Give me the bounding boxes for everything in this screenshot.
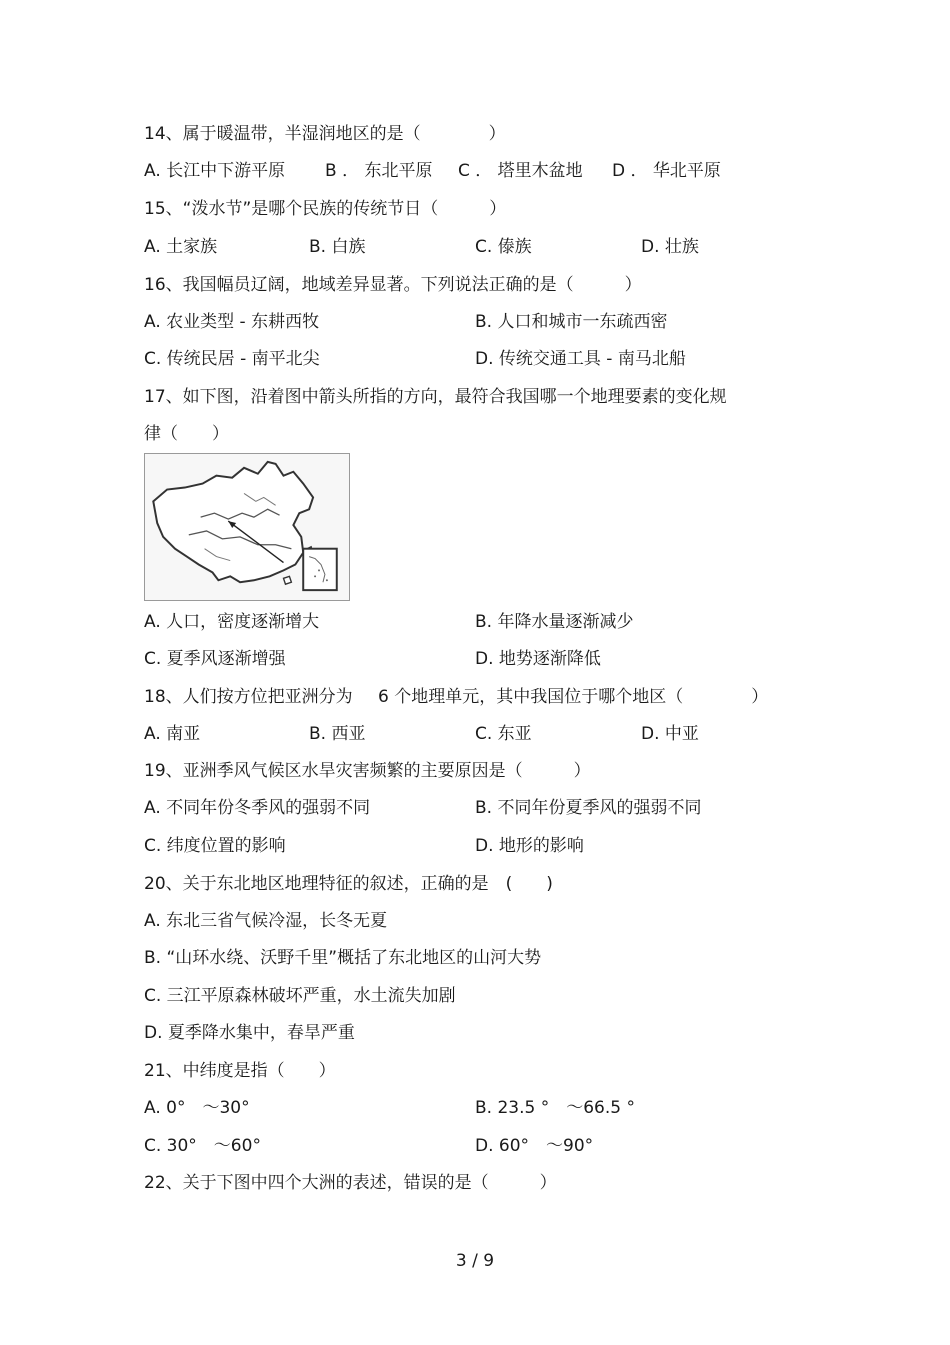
question-17-stem-line1: 17、如下图，沿着图中箭头所指的方向，最符合我国哪一个地理要素的变化规 [144,387,727,407]
question-18-stem-part2: 6 个地理单元，其中我国位于哪个地区（ ） [378,687,769,707]
q21-option-a: A. 0° ～30° [144,1098,250,1118]
question-14-stem: 14、属于暖温带，半湿润地区的是（ ） [144,124,506,144]
page-number: 3 / 9 [455,1251,495,1271]
q20-option-b: B. “山环水绕、沃野千里”概括了东北地区的山河大势 [144,948,542,968]
question-17-stem-line2: 律（ ） [144,424,229,444]
question-21-stem: 21、中纬度是指（ ） [144,1061,336,1081]
q21-option-c: C. 30° ～60° [144,1136,261,1156]
q18-option-d: D. 中亚 [641,724,699,744]
q15-option-c: C. 傣族 [475,237,532,257]
q15-option-a: A. 土家族 [144,237,218,257]
q14-option-b: B ． 东北平原 [325,161,433,181]
q15-option-d: D. 壮族 [641,237,699,257]
q14-option-c: C ． 塔里木盆地 [458,161,583,181]
question-16-stem: 16、我国幅员辽阔，地域差异显著。下列说法正确的是（ ） [144,275,642,295]
q16-option-c: C. 传统民居 - 南平北尖 [144,349,320,369]
q20-option-a: A. 东北三省气候冷湿，长冬无夏 [144,911,388,931]
q14-option-d: D ． 华北平原 [612,161,721,181]
q16-option-a: A. 农业类型 - 东耕西牧 [144,312,320,332]
q18-option-b: B. 西亚 [309,724,366,744]
question-20-stem: 20、关于东北地区地理特征的叙述，正确的是 ( ) [144,874,553,894]
q18-option-c: C. 东亚 [475,724,532,744]
q20-option-d: D. 夏季降水集中，春旱严重 [144,1023,355,1043]
q17-option-b: B. 年降水量逐渐减少 [475,612,634,632]
question-19-stem: 19、亚洲季风气候区水旱灾害频繁的主要原因是（ ） [144,761,591,781]
q16-option-d: D. 传统交通工具 - 南马北船 [475,349,686,369]
china-map-with-arrow-icon [145,454,349,600]
question-22-stem: 22、关于下图中四个大洲的表述，错误的是（ ） [144,1173,557,1193]
q18-option-a: A. 南亚 [144,724,201,744]
q20-option-c: C. 三江平原森林破坏严重，水土流失加剧 [144,986,456,1006]
china-map-figure [144,453,350,601]
q17-option-c: C. 夏季风逐渐增强 [144,649,286,669]
q21-option-b: B. 23.5 ° ～66.5 ° [475,1098,635,1118]
question-18-stem-part1: 18、人们按方位把亚洲分为 [144,687,353,707]
q14-option-a: A. 长江中下游平原 [144,161,286,181]
q19-option-d: D. 地形的影响 [475,836,584,856]
q15-option-b: B. 白族 [309,237,366,257]
q19-option-b: B. 不同年份夏季风的强弱不同 [475,798,702,818]
q19-option-c: C. 纬度位置的影响 [144,836,286,856]
q19-option-a: A. 不同年份冬季风的强弱不同 [144,798,371,818]
q17-option-d: D. 地势逐渐降低 [475,649,601,669]
q16-option-b: B. 人口和城市一东疏西密 [475,312,668,332]
q17-option-a: A. 人口，密度逐渐增大 [144,612,320,632]
q21-option-d: D. 60° ～90° [475,1136,594,1156]
question-15-stem: 15、“泼水节”是哪个民族的传统节日（ ） [144,199,507,219]
